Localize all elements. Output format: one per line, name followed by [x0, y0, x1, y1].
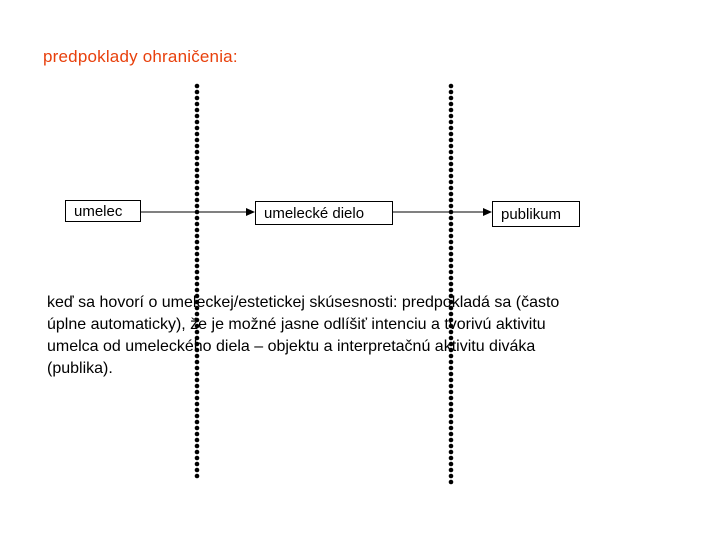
divider-dot [449, 228, 454, 233]
divider-dot [195, 102, 200, 107]
divider-dot [195, 192, 200, 197]
divider-dot [195, 270, 200, 275]
divider-dot [195, 474, 200, 479]
divider-dot [449, 240, 454, 245]
divider-dot [449, 480, 454, 485]
divider-dot [449, 438, 454, 443]
description-paragraph [47, 292, 647, 380]
divider-dot [449, 108, 454, 113]
divider-dot [449, 204, 454, 209]
divider-dot [449, 120, 454, 125]
divider-dot [449, 402, 454, 407]
audience-box: publikum [492, 201, 580, 227]
divider-dot [195, 126, 200, 131]
divider-dot [449, 132, 454, 137]
divider-dot [195, 174, 200, 179]
arrow-artwork-to-audience [393, 208, 492, 216]
divider-dot [449, 174, 454, 179]
divider-dot [195, 408, 200, 413]
divider-dot [449, 96, 454, 101]
divider-dot [195, 240, 200, 245]
divider-dot [449, 396, 454, 401]
divider-dot [449, 102, 454, 107]
arrow-artist-to-artwork [141, 208, 255, 216]
divider-dot [195, 198, 200, 203]
divider-dot [195, 120, 200, 125]
divider-dot [195, 426, 200, 431]
divider-dot [449, 258, 454, 263]
paragraph-line: keď sa hovorí o umeleckej/estetickej skúsesnosti: predpokladá sa (často [47, 294, 560, 311]
slide-title: predpoklady ohraničenia: [43, 47, 238, 66]
divider-dot [195, 228, 200, 233]
divider-dot [195, 150, 200, 155]
divider-dot [195, 96, 200, 101]
divider-dot [195, 468, 200, 473]
divider-dot [449, 252, 454, 257]
divider-dot [449, 126, 454, 131]
divider-dot [195, 108, 200, 113]
divider-dot [195, 282, 200, 287]
divider-dot [449, 246, 454, 251]
divider-dot [195, 276, 200, 281]
divider-dot [449, 168, 454, 173]
divider-dot [449, 216, 454, 221]
divider-dot [195, 402, 200, 407]
divider-dot [449, 276, 454, 281]
divider-dot [195, 186, 200, 191]
divider-dot [449, 468, 454, 473]
divider-dot [449, 420, 454, 425]
divider-dot [195, 444, 200, 449]
divider-dot [449, 180, 454, 185]
divider-dot [449, 114, 454, 119]
divider-dot [449, 90, 454, 95]
divider-dot [449, 150, 454, 155]
divider-dot [449, 222, 454, 227]
divider-dot [195, 132, 200, 137]
divider-dot [195, 222, 200, 227]
divider-dot [449, 384, 454, 389]
divider-dot [195, 264, 200, 269]
divider-dot [195, 396, 200, 401]
divider-dot [195, 414, 200, 419]
divider-dot [195, 450, 200, 455]
divider-dot [195, 252, 200, 257]
divider-dot [449, 264, 454, 269]
divider-dot [195, 438, 200, 443]
divider-dot [195, 162, 200, 167]
divider-dot [195, 384, 200, 389]
divider-dot [195, 168, 200, 173]
divider-dot [449, 144, 454, 149]
divider-dot [449, 450, 454, 455]
divider-dot [449, 414, 454, 419]
divider-dot [195, 234, 200, 239]
divider-dot [449, 156, 454, 161]
artwork-box: umelecké dielo [255, 201, 393, 225]
divider-dot [449, 234, 454, 239]
divider-dot [449, 432, 454, 437]
divider-dot [449, 192, 454, 197]
divider-dot [195, 114, 200, 119]
divider-dot [449, 270, 454, 275]
dotted-divider-right [449, 84, 454, 485]
divider-dot [195, 144, 200, 149]
divider-dot [449, 474, 454, 479]
divider-dot [449, 426, 454, 431]
divider-dot [449, 462, 454, 467]
divider-dot [195, 204, 200, 209]
divider-dot [449, 138, 454, 143]
divider-dot [195, 84, 200, 89]
divider-dot [195, 432, 200, 437]
divider-dot [195, 390, 200, 395]
paragraph-line: (publika). [47, 360, 113, 377]
paragraph-line: úplne automaticky), že je možné jasne odlíšiť intenciu a tvorivú aktivitu [47, 316, 546, 333]
divider-dot [449, 198, 454, 203]
divider-dot [195, 420, 200, 425]
divider-dot [195, 462, 200, 467]
divider-dot [195, 246, 200, 251]
divider-dot [449, 84, 454, 89]
artist-box: umelec [65, 200, 141, 222]
divider-dot [195, 216, 200, 221]
divider-dot [449, 282, 454, 287]
paragraph-line: umelca od umeleckého diela – objektu a interpretačnú aktivitu diváka [47, 338, 536, 355]
divider-dot [195, 138, 200, 143]
divider-dot [195, 180, 200, 185]
divider-dot [449, 444, 454, 449]
divider-dot [449, 408, 454, 413]
dotted-divider-left [195, 84, 200, 479]
divider-dot [449, 390, 454, 395]
divider-dot [195, 90, 200, 95]
divider-dot [195, 258, 200, 263]
divider-dot [449, 186, 454, 191]
divider-dot [449, 456, 454, 461]
divider-dot [195, 456, 200, 461]
divider-dot [195, 156, 200, 161]
divider-dot [449, 162, 454, 167]
